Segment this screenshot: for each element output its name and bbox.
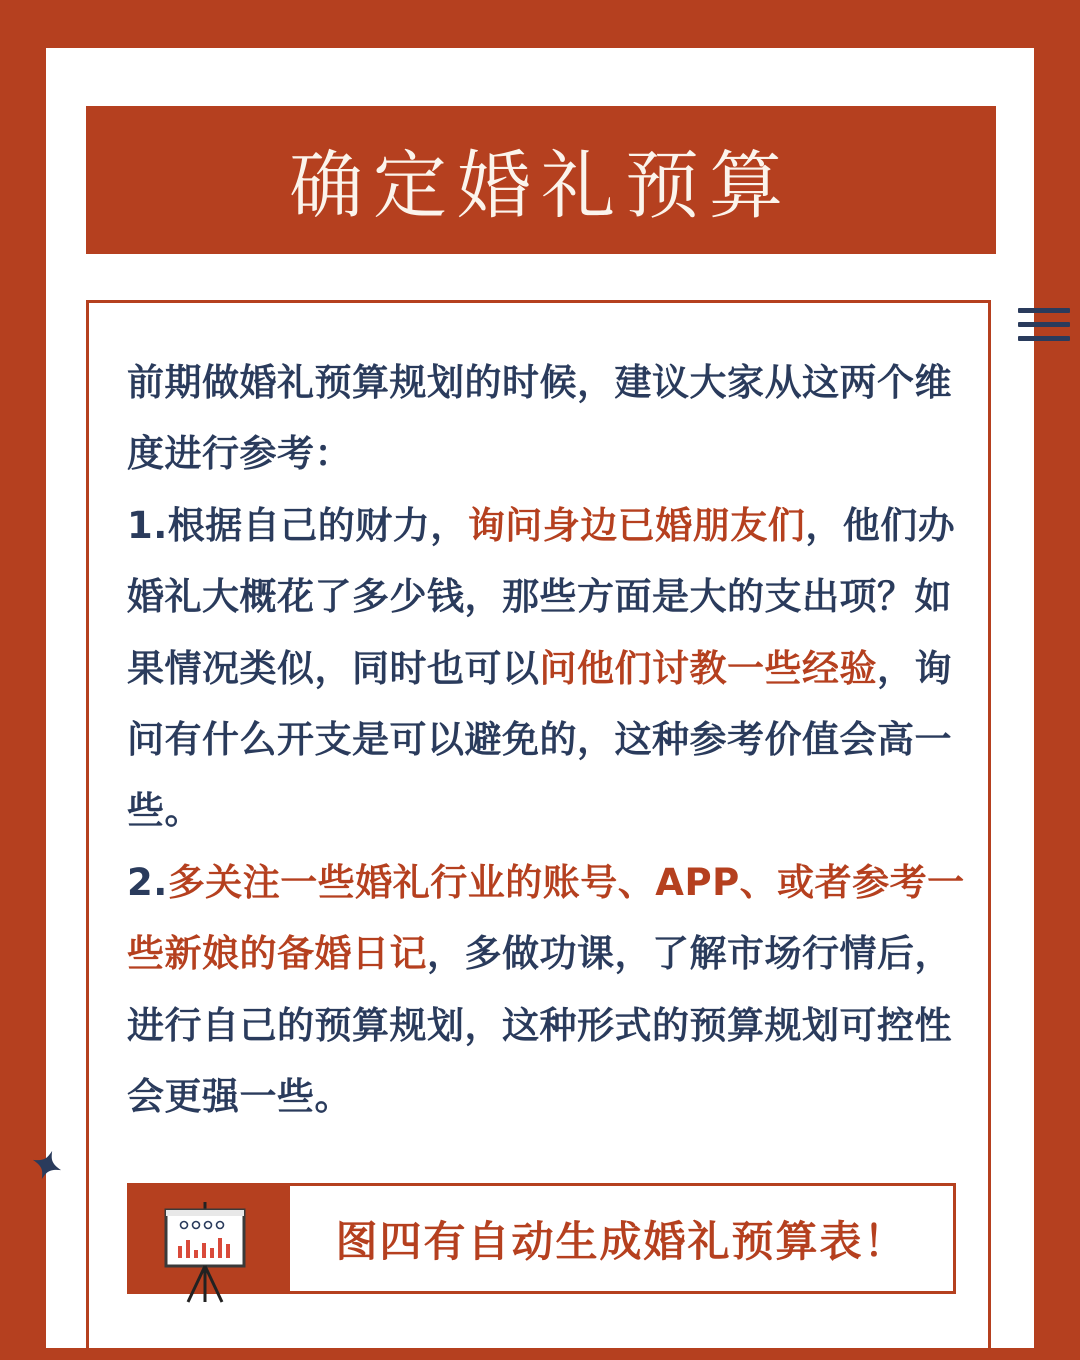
point-2-number: 2.	[127, 860, 168, 904]
page-title: 确定婚礼预算	[289, 143, 793, 229]
body-text	[127, 347, 967, 1132]
point-2-paragraph	[127, 847, 967, 1133]
point-1-highlight-b: 问他们讨教一些经验	[539, 646, 877, 690]
point-1-highlight-a: 询问身边已婚朋友们	[467, 503, 806, 547]
point-2-highlight: 多关注一些婚礼行业的账号、APP、或者参考一些新娘的备婚日记	[127, 860, 965, 976]
point-1-paragraph	[127, 490, 967, 847]
cta-label: 图四有自动生成婚礼预算表！	[335, 1216, 908, 1266]
intro-paragraph: 前期做婚礼预算规划的时候，建议大家从这两个维度进行参考：	[127, 361, 952, 476]
content-card	[46, 48, 1034, 1348]
point-1-text-b: ，他们办婚礼大概花了多少钱，那些方面是大的支出项？如果情况类似，同时也可以	[127, 503, 956, 690]
chart-board-icon	[162, 1198, 248, 1306]
point-2-text: ，多做功课，了解市场行情后，进行自己的预算规划，这种形式的预算规划可控性会更强一些。	[127, 932, 952, 1119]
menu-icon[interactable]	[1018, 308, 1070, 348]
star-icon	[28, 1146, 66, 1184]
cta-banner[interactable]	[127, 1183, 956, 1294]
title-banner	[86, 106, 996, 254]
point-1-text-a: 1.根据自己的财力，	[127, 503, 468, 547]
point-1-text-c: ，询问有什么开支是可以避免的，这种参考价值会高一些。	[127, 646, 952, 833]
